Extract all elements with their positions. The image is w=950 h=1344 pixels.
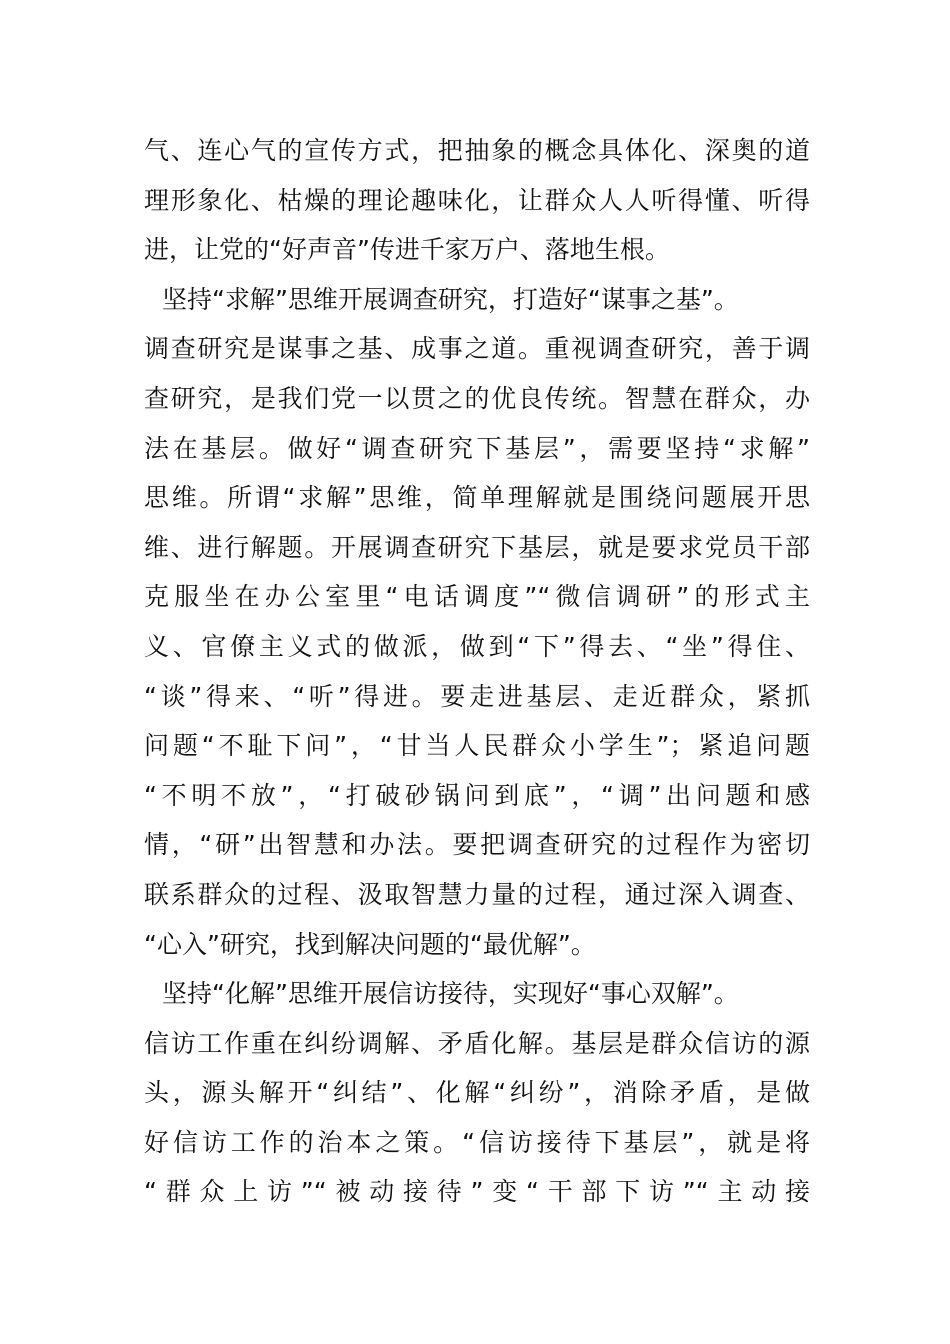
section-heading-line: 坚持“化解”思维开展信访接待，实现好“事心双解”。 [162,979,739,1009]
text-line: 气、连心气的宣传方式，把抽象的概念具体化、深奥的道 [144,136,810,165]
text-line: 查研究，是我们党一以贯之的优良传统。智慧在群众，办 [144,383,810,413]
text-line: 维、进行解题。开展调查研究下基层，就是要求党员干部 [144,532,810,562]
text-line: 调查研究是谋事之基、成事之道。重视调查研究，善于调 [144,334,810,364]
section-heading-line: 坚持“求解”思维开展调查研究，打造好“谋事之基”。 [162,284,739,314]
text-line: 头，源头解开“纠结”、化解“纠纷”，消除矛盾，是做 [144,1078,810,1108]
text-line: 思维。所谓“求解”思维，简单理解就是围绕问题展开思 [144,483,810,513]
text-line: 进，让党的“好声音”传进千家万户、落地生根。 [144,235,670,265]
text-line: 好信访工作的治本之策。“信访接待下基层”，就是将 [144,1127,810,1157]
text-line: 理形象化、枯燥的理论趣味化，让群众人人听得懂、听得 [144,185,810,215]
text-line: 义、官僚主义式的做派，做到“下”得去、“坐”得住、 [144,631,810,661]
text-line: 信访工作重在纠纷调解、矛盾化解。基层是群众信访的源 [144,1028,810,1058]
text-line: “心入”研究，找到解决问题的“最优解”。 [144,929,596,959]
text-line: “谈”得来、“听”得进。要走进基层、走近群众，紧抓 [144,681,810,711]
text-line: 克服坐在办公室里“电话调度”“微信调研”的形式主 [144,582,810,612]
text-line: “不明不放”，“打破砂锅问到底”，“调”出问题和感 [144,780,810,810]
text-line: 联系群众的过程、汲取智慧力量的过程，通过深入调查、 [144,879,810,909]
text-line: 法在基层。做好“调查研究下基层”，需要坚持“求解” [144,433,810,463]
text-line: “群众上访”“被动接待”变“干部下访”“主动接 [144,1177,810,1207]
text-line: 问题“不耻下问”，“甘当人民群众小学生”；紧追问题 [144,731,810,761]
text-line: 情，“研”出智慧和办法。要把调查研究的过程作为密切 [144,830,810,860]
body-text [144,126,810,1217]
